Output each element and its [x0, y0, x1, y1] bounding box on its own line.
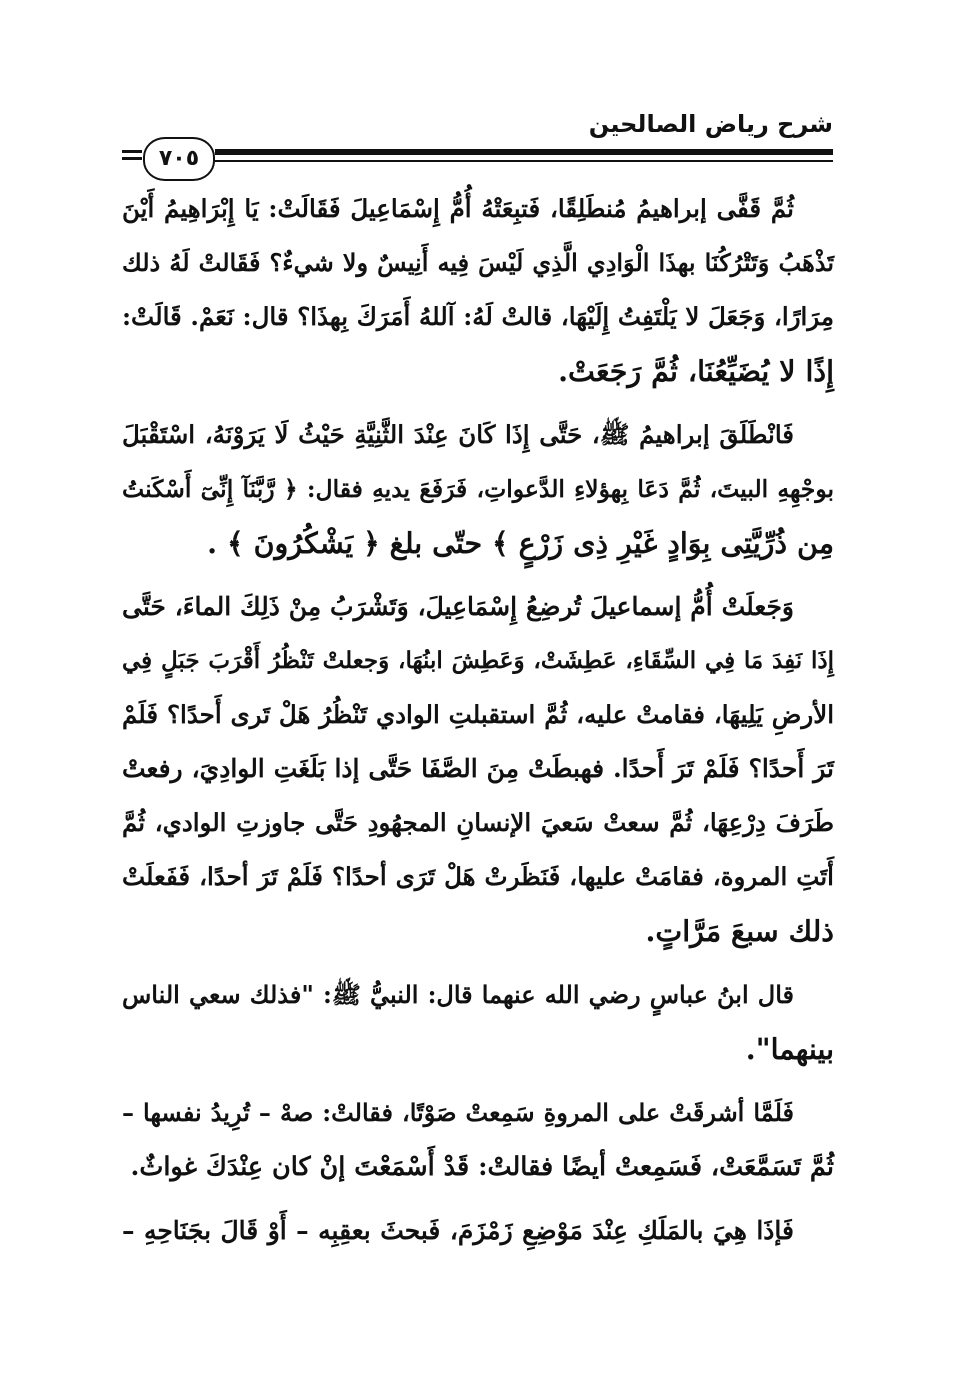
paragraph [122, 182, 834, 398]
text-line: وَجَعلَتْ أُمُّ إسماعيلَ تُرضِعُ إِسْمَاعِيلَ، وَتَشْرَبُ مِنْ ذَلِكَ الماءَ، حَتَّى [122, 592, 794, 621]
text-line: بينهما". [745, 1032, 834, 1066]
text-line: إِذًا لا يُضَيِّعُنَا، ثُمَّ رَجَعَتْ. [558, 354, 834, 388]
text-line: ثُمَّ قَفَّى إبراهيمُ مُنطَلِقًا، فَتبِعَتْهُ أُمُّ إِسْمَاعِيلَ فَقَالَتْ: يَا إِبْرَاهِيمُ أَيْنَ [122, 194, 794, 223]
text-line: تَذْهَبُ وَتَتْرُكُنَا بهذَا الْوَادِي الَّذِي لَيْسَ فِيه أَنِيسٌ ولا شيءٌ؟ فَقَالتْ لَهُ ذلك [122, 248, 834, 277]
header-rule-thick [215, 149, 833, 155]
page-body [122, 182, 834, 1268]
text-line: مِرَارًا، وَجَعَلَ لا يَلْتَفِتُ إِلَيْهَا، قالتْ لَهُ: آللهُ أَمَرَكَ بِهذَا؟ قال: نَعَمْ. قَالَتْ: [122, 302, 834, 331]
paragraph [122, 968, 834, 1076]
text-line: قال ابنُ عباسٍ رضي الله عنهما قال: النبيُّ ﷺ: "فذلك سعي الناس [122, 980, 794, 1009]
running-header-title: شرح رياض الصالحين [588, 110, 833, 138]
page-number: ٧٠٥ [158, 146, 200, 171]
header-rule-thin [215, 160, 833, 162]
paragraph [122, 1086, 834, 1194]
text-line: بوجْهِهِ البيتَ، ثُمَّ دَعَا بِهؤلاءِ الدَّعواتِ، فَرَفَعَ يديهِ فقال: ﴿ رَّبَّنَآ إِنِّىٓ أَسْكَنتُ [122, 475, 834, 503]
text-line: ثُمَّ تَسَمَّعَتْ، فَسَمِعتْ أيضًا فقالتْ: قَدْ أَسْمَعْتَ إنْ كان عِنْدَكَ غواثٌ. [130, 1152, 834, 1182]
text-line: فَلَمَّا أشرقَتْ على المروةِ سَمِعتْ صَوْتًا، فقالتْ: صهْ – تُرِيدُ نفسها – [122, 1098, 794, 1127]
paragraph [122, 1204, 834, 1258]
text-line: فَانْطَلَقَ إبراهيمُ ﷺ، حَتَّى إِذَا كَانَ عِنْدَ الثَّنِيَّةِ حَيْثُ لَا يَرَوْنَهُ، اسْتَقْبَلَ [122, 420, 794, 449]
text-line: مِن ذُرِّيَّتِى بِوَادٍ غَيْرِ ذِى زَرْعٍ ﴾ حتّى بلغ ﴿ يَشْكُرُونَ ﴾ . [207, 526, 834, 560]
text-line: فَإذَا هِيَ بالمَلَكِ عِنْدَ مَوْضِعِ زَمْزَمَ، فَبحثَ بعقِبِه – أَوْ قَالَ بجَنَاحِهِ – [122, 1216, 794, 1245]
text-line: تَرَ أَحدًا؟ فَلَمْ تَرَ أَحدًا. فهبطَتْ مِنَ الصَّفَا حَتَّى إذا بَلَغَتِ الوادِيَ، رفعتْ [122, 754, 834, 783]
text-line: إِذَا نَفِدَ مَا فِي السِّقَاءِ، عَطِشَتْ، وَعَطِشَ ابنُهَا، وَجعلتْ تَنْظُرُ أَقْرَبَ جَبَلٍ فِي [122, 647, 834, 674]
text-line: أَتَتِ المروة، فقامَتْ عليها، فَنَظَرتْ هَلْ تَرَى أحدًا؟ فَلَمْ تَرَ أحدًا، فَفَعلَتْ [122, 862, 834, 891]
page-number-badge [143, 137, 215, 181]
page-number-ornament [122, 150, 142, 164]
paragraph [122, 408, 834, 570]
paragraph [122, 580, 834, 958]
text-line: طَرَفَ دِرْعِهَا، ثُمَّ سعتْ سَعيَ الإنسانِ المجهُودِ حَتَّى جاوزتِ الوادي، ثُمَّ [122, 808, 834, 837]
text-line: الأرضِ يَلِيهَا، فقامتْ عليه، ثُمَّ استقبلتِ الوادي تَنْظُرُ هَلْ تَرى أَحدًا؟ فَلَمْ [122, 700, 834, 729]
text-line: ذلك سبعَ مَرَّاتٍ. [645, 914, 834, 948]
